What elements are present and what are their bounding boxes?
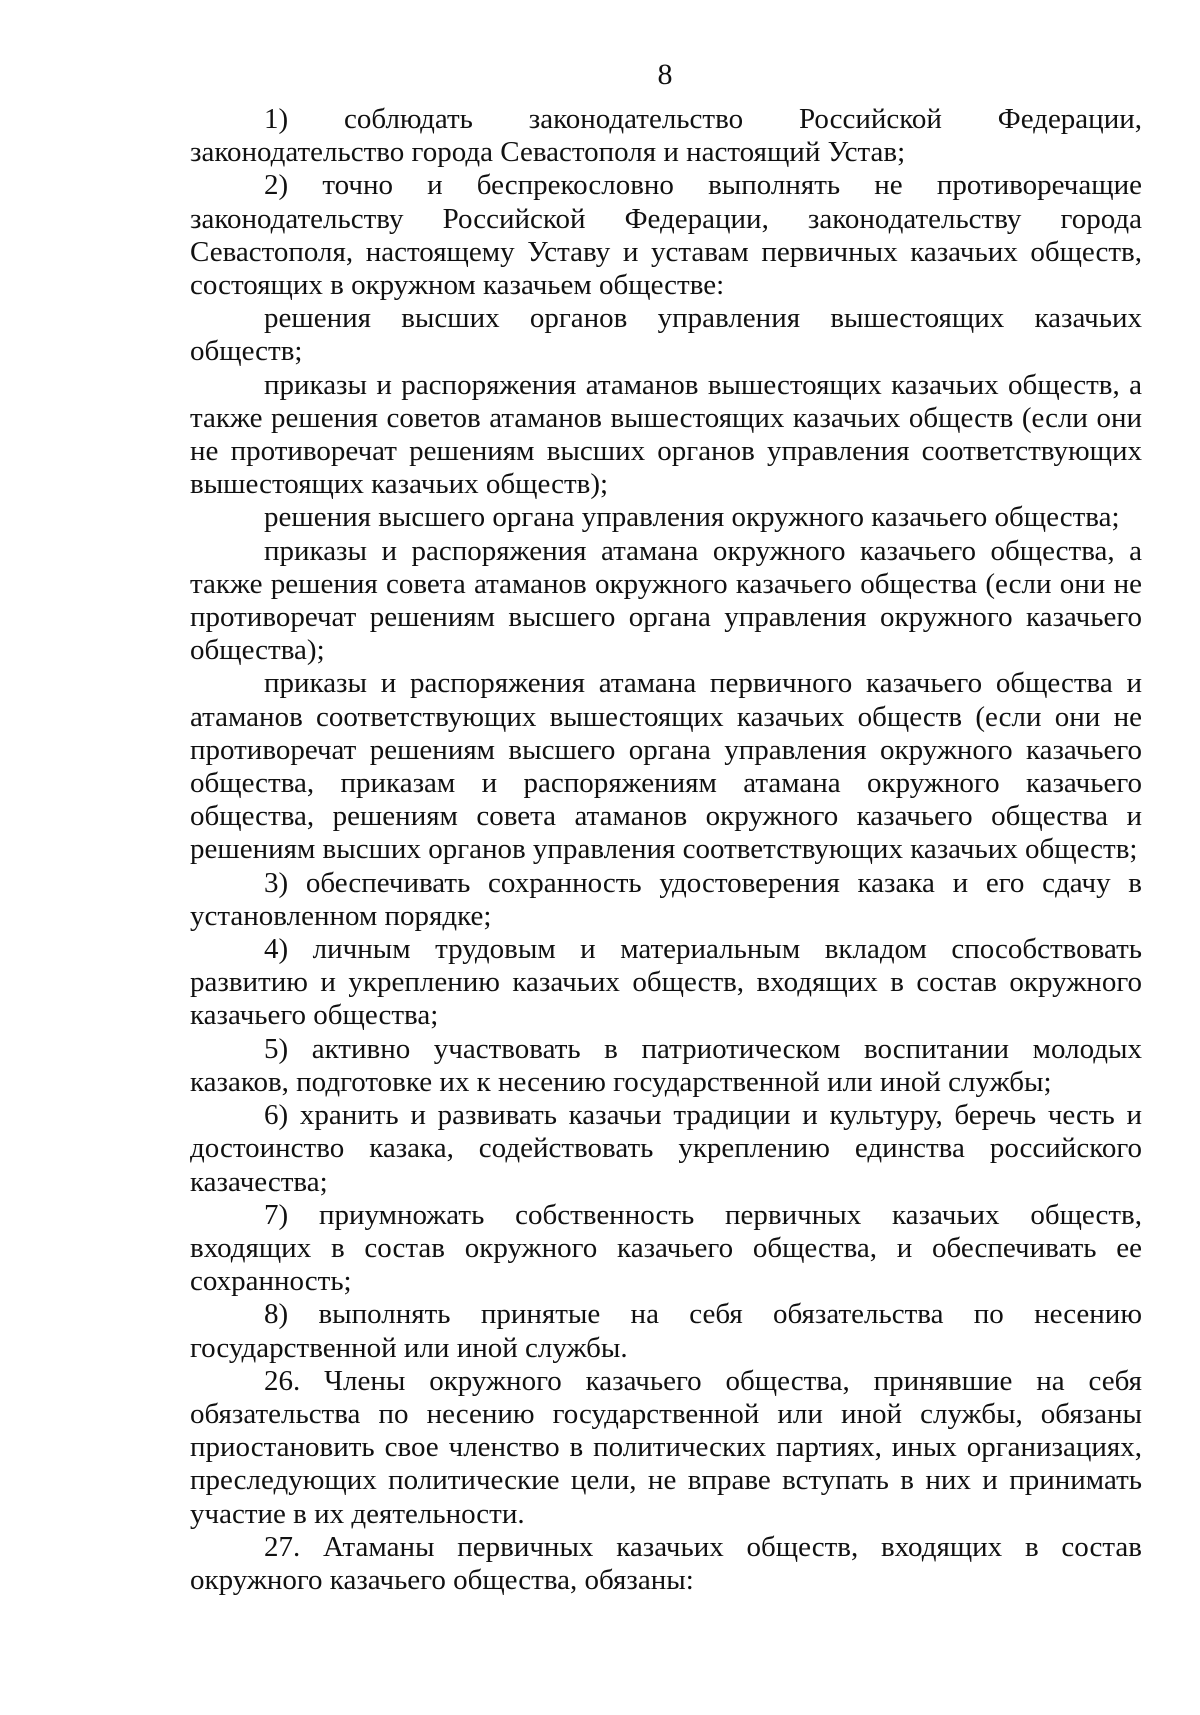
paragraph: решения высшего органа управления окружного казачьего общества; <box>264 501 1120 534</box>
paragraph: приказы и распоряжения атаманов вышестоящих казачьих обществ, а также решения советов атаманов вышестоящих казачьих обществ (если они не противоречат решениям высших органов управления соответствующих вышестоящих казачьих обществ); <box>190 368 1142 501</box>
page-number: 8 <box>657 58 673 91</box>
document-body <box>190 103 1142 1597</box>
paragraph: 2) точно и беспрекословно выполнять не противоречащие законодательству Российской Федерации, законодательству города Севастополя, настоящему Уставу и уставам первичных казачьих обществ, состоящих в окружном казачьем обществе: <box>190 169 1142 302</box>
paragraph: 1) соблюдать законодательство Российской Федерации, законодательство города Севастополя и настоящий Устав; <box>190 103 1142 169</box>
paragraph: 5) активно участвовать в патриотическом воспитании молодых казаков, подготовке их к несению государственной или иной службы; <box>190 1032 1142 1098</box>
paragraph: 6) хранить и развивать казачьи традиции и культуру, беречь честь и достоинство казака, содействовать укреплению единства российского казачества; <box>190 1099 1142 1198</box>
paragraph: приказы и распоряжения атамана первичного казачьего общества и атаманов соответствующих вышестоящих казачьих обществ (если они не противоречат решениям высшего органа управления окружного казачьего общества, приказам и распоряжениям атамана окружного казачьего общества, решениям совета атаманов окружного казачьего общества и решениям высших органов управления соответствующих казачьих обществ; <box>190 667 1142 866</box>
paragraph: 7) приумножать собственность первичных казачьих обществ, входящих в состав окружного казачьего общества, и обеспечивать ее сохранность; <box>190 1198 1142 1298</box>
paragraph: решения высших органов управления вышестоящих казачьих обществ; <box>190 302 1142 368</box>
paragraph: 3) обеспечивать сохранность удостоверения казака и его сдачу в установленном порядке; <box>190 866 1142 932</box>
paragraph: 26. Члены окружного казачьего общества, принявшие на себя обязательства по несению государственной или иной службы, обязаны приостановить свое членство в политических партиях, иных организациях, преследующих политические цели, не вправе вступать в них и принимать участие в их деятельности. <box>190 1364 1142 1530</box>
paragraph: 8) выполнять принятые на себя обязательства по несению государственной или иной службы. <box>190 1298 1142 1364</box>
paragraph: 4) личным трудовым и материальным вкладом способствовать развитию и укреплению казачьих обществ, входящих в состав окружного казачьего общества; <box>190 933 1142 1032</box>
paragraph: 27. Атаманы первичных казачьих обществ, входящих в состав окружного казачьего общества, обязаны: <box>190 1530 1142 1596</box>
paragraph: приказы и распоряжения атамана окружного казачьего общества, а также решения совета атаманов окружного казачьего общества (если они не противоречат решениям высшего органа управления окружного казачьего общества); <box>190 534 1142 667</box>
